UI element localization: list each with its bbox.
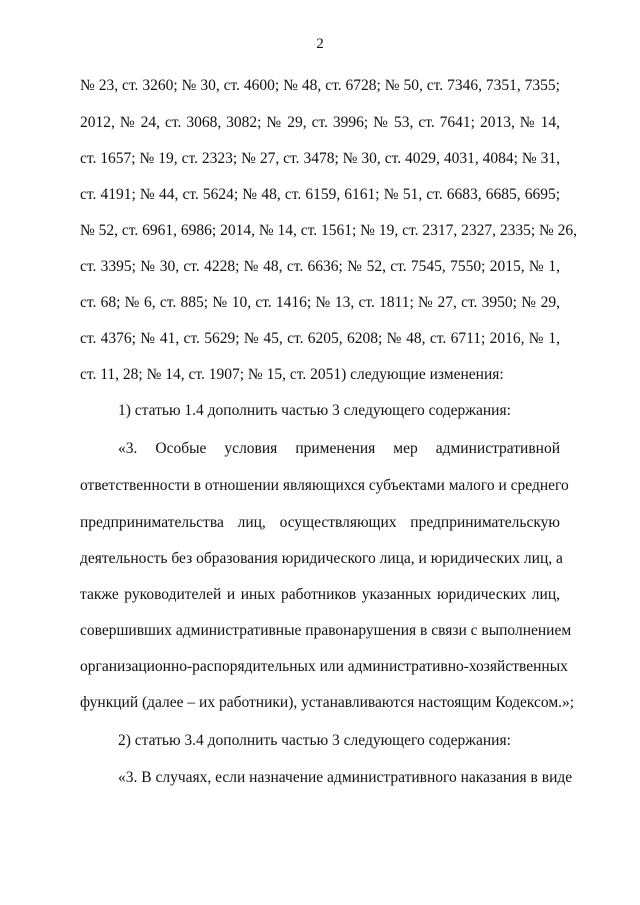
text-line: 2) статью 3.4 дополнить частью 3 следующего содержания: xyxy=(118,732,511,749)
text-line: совершивших административные правонарушения в связи с выполнением xyxy=(80,622,572,639)
text-line: 2012, № 24, ст. 3068, 3082; № 29, ст. 3996; № 53, ст. 7641; 2013, № 14, xyxy=(80,114,560,131)
text-line: «3. Особые условия применения мер административной xyxy=(118,440,560,457)
text-line: также руководителей и иных работников указанных юридических лиц, xyxy=(80,586,560,603)
text-line: «3. В случаях, если назначение административного наказания в виде xyxy=(118,769,573,786)
text-line: деятельность без образования юридического лица, и юридических лиц, а xyxy=(80,550,563,567)
page-number: 2 xyxy=(316,36,324,52)
text-line: функций (далее – их работники), устанавливаются настоящим Кодексом.»; xyxy=(80,694,575,711)
text-line: 1) статью 1.4 дополнить частью 3 следующего содержания: xyxy=(118,402,511,419)
text-line: организационно-распорядительных или административно-хозяйственных xyxy=(80,658,568,675)
text-line: № 23, ст. 3260; № 30, ст. 4600; № 48, ст. 6728; № 50, ст. 7346, 7351, 7355; xyxy=(80,77,560,94)
text-line: ответственности в отношении являющихся субъектами малого и среднего xyxy=(80,477,569,494)
text-line: ст. 1657; № 19, ст. 2323; № 27, ст. 3478; № 30, ст. 4029, 4031, 4084; № 31, xyxy=(80,150,560,167)
text-line: ст. 4191; № 44, ст. 5624; № 48, ст. 6159, 6161; № 51, ст. 6683, 6685, 6695; xyxy=(80,186,560,203)
text-line: предпринимательства лиц, осуществляющих предпринимательскую xyxy=(80,514,560,531)
text-line: ст. 3395; № 30, ст. 4228; № 48, ст. 6636; № 52, ст. 7545, 7550; 2015, № 1, xyxy=(80,258,560,275)
text-line: ст. 68; № 6, ст. 885; № 10, ст. 1416; № 13, ст. 1811; № 27, ст. 3950; № 29, xyxy=(80,294,560,311)
text-line: ст. 4376; № 41, ст. 5629; № 45, ст. 6205, 6208; № 48, ст. 6711; 2016, № 1, xyxy=(80,330,560,347)
text-line: № 52, ст. 6961, 6986; 2014, № 14, ст. 1561; № 19, ст. 2317, 2327, 2335; № 26, xyxy=(80,222,578,239)
text-line: ст. 11, 28; № 14, ст. 1907; № 15, ст. 2051) следующие изменения: xyxy=(80,366,504,383)
